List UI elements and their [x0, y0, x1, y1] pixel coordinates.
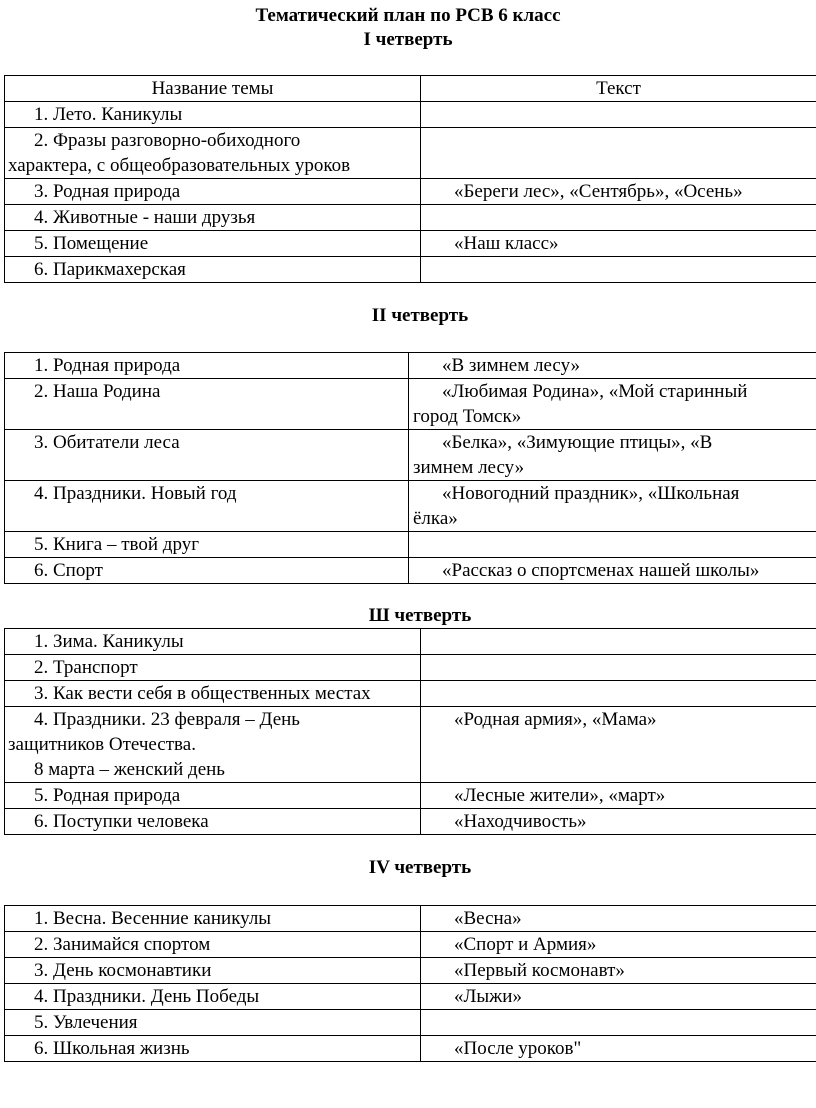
text-cell: «Спорт и Армия» — [421, 932, 816, 958]
table-row — [5, 1010, 816, 1036]
text-cell — [421, 629, 816, 655]
text-cell: «В зимнем лесу» — [409, 353, 816, 379]
topic-cell: 1. Лето. Каникулы — [5, 102, 421, 128]
text-line: город Томск» — [413, 406, 522, 427]
column-header-text: Текст — [421, 76, 816, 102]
topic-cell: 5. Увлечения — [5, 1010, 421, 1036]
text-line: «Новогодний праздник», «Школьная — [442, 483, 740, 504]
text-line: «Белка», «Зимующие птицы», «В — [442, 432, 713, 453]
text-cell — [409, 481, 816, 532]
topic-cell: 6. Парикмахерская — [5, 257, 421, 283]
table-row — [5, 257, 816, 283]
topic-cell: 1. Зима. Каникулы — [5, 629, 421, 655]
topic-cell: 6. Поступки человека — [5, 809, 421, 835]
table-row — [5, 783, 816, 809]
text-cell — [421, 681, 816, 707]
table-row — [5, 532, 816, 558]
table-row — [5, 379, 816, 430]
topic-cell — [5, 707, 421, 783]
topic-line: 4. Праздники. 23 февраля – День — [34, 709, 300, 730]
text-cell: «Рассказ о спортсменах нашей школы» — [409, 558, 816, 584]
table-row — [5, 430, 816, 481]
table-row — [5, 655, 816, 681]
topic-cell: 1. Весна. Весенние каникулы — [5, 906, 421, 932]
text-cell: «Находчивость» — [421, 809, 816, 835]
topic-cell: 4. Праздники. День Победы — [5, 984, 421, 1010]
quarter-3-table — [4, 628, 816, 835]
topic-line: защитников Отечества. — [8, 734, 196, 755]
text-cell: «Лыжи» — [421, 984, 816, 1010]
text-cell — [421, 655, 816, 681]
text-cell: «Наш класс» — [421, 231, 816, 257]
text-cell — [421, 128, 816, 179]
text-line: зимнем лесу» — [413, 457, 525, 478]
table-header-row — [5, 76, 816, 102]
topic-line: 2. Фразы разговорно-обиходного — [34, 130, 301, 151]
document-title: Тематический план по РСВ 6 класс — [255, 5, 561, 26]
table-row — [5, 681, 816, 707]
topic-cell: 2. Наша Родина — [5, 379, 409, 430]
table-row — [5, 231, 816, 257]
topic-cell: 6. Спорт — [5, 558, 409, 584]
text-cell — [421, 257, 816, 283]
text-cell: «Береги лес», «Сентябрь», «Осень» — [421, 179, 816, 205]
text-cell — [409, 379, 816, 430]
table-row — [5, 906, 816, 932]
quarter-1-table — [4, 75, 816, 283]
topic-cell: 3. Обитатели леса — [5, 430, 409, 481]
text-cell — [421, 102, 816, 128]
text-cell — [409, 532, 816, 558]
table-row — [5, 353, 816, 379]
text-line: ёлка» — [413, 508, 458, 529]
topic-cell: 2. Транспорт — [5, 655, 421, 681]
topic-cell: 3. Как вести себя в общественных местах — [5, 681, 421, 707]
text-cell: «Родная армия», «Мама» — [421, 707, 816, 783]
topic-cell: 4. Животные - наши друзья — [5, 205, 421, 231]
text-cell: «Первый космонавт» — [421, 958, 816, 984]
topic-cell: 3. Родная природа — [5, 179, 421, 205]
topic-cell: 3. День космонавтики — [5, 958, 421, 984]
topic-cell: 5. Помещение — [5, 231, 421, 257]
topic-cell — [5, 128, 421, 179]
quarter-2-table — [4, 352, 816, 584]
quarter-4-heading: IV четверть — [368, 857, 472, 878]
topic-line: 8 марта – женский день — [34, 759, 225, 780]
text-cell — [421, 205, 816, 231]
text-cell: «После уроков" — [421, 1036, 816, 1062]
table-row — [5, 958, 816, 984]
table-row — [5, 205, 816, 231]
topic-cell: 2. Занимайся спортом — [5, 932, 421, 958]
text-cell: «Лесные жители», «март» — [421, 783, 816, 809]
text-cell — [421, 1010, 816, 1036]
column-header-topic: Название темы — [5, 76, 421, 102]
quarter-1-heading: I четверть — [363, 29, 453, 50]
text-cell — [409, 430, 816, 481]
quarter-4-table — [4, 905, 816, 1062]
quarter-2-heading: II четверть — [371, 305, 469, 326]
table-row — [5, 809, 816, 835]
topic-cell: 1. Родная природа — [5, 353, 409, 379]
table-row — [5, 707, 816, 783]
table-row — [5, 629, 816, 655]
table-row — [5, 102, 816, 128]
topic-cell: 5. Родная природа — [5, 783, 421, 809]
text-cell: «Весна» — [421, 906, 816, 932]
topic-cell: 4. Праздники. Новый год — [5, 481, 409, 532]
quarter-3-heading: Ш четверть — [368, 605, 472, 626]
topic-line: характера, с общеобразовательных уроков — [8, 155, 351, 176]
table-row — [5, 179, 816, 205]
text-line: «Любимая Родина», «Мой старинный — [442, 381, 748, 402]
table-row — [5, 558, 816, 584]
table-row — [5, 128, 816, 179]
table-row — [5, 1036, 816, 1062]
table-row — [5, 984, 816, 1010]
table-row — [5, 481, 816, 532]
topic-cell: 5. Книга – твой друг — [5, 532, 409, 558]
table-row — [5, 932, 816, 958]
topic-cell: 6. Школьная жизнь — [5, 1036, 421, 1062]
